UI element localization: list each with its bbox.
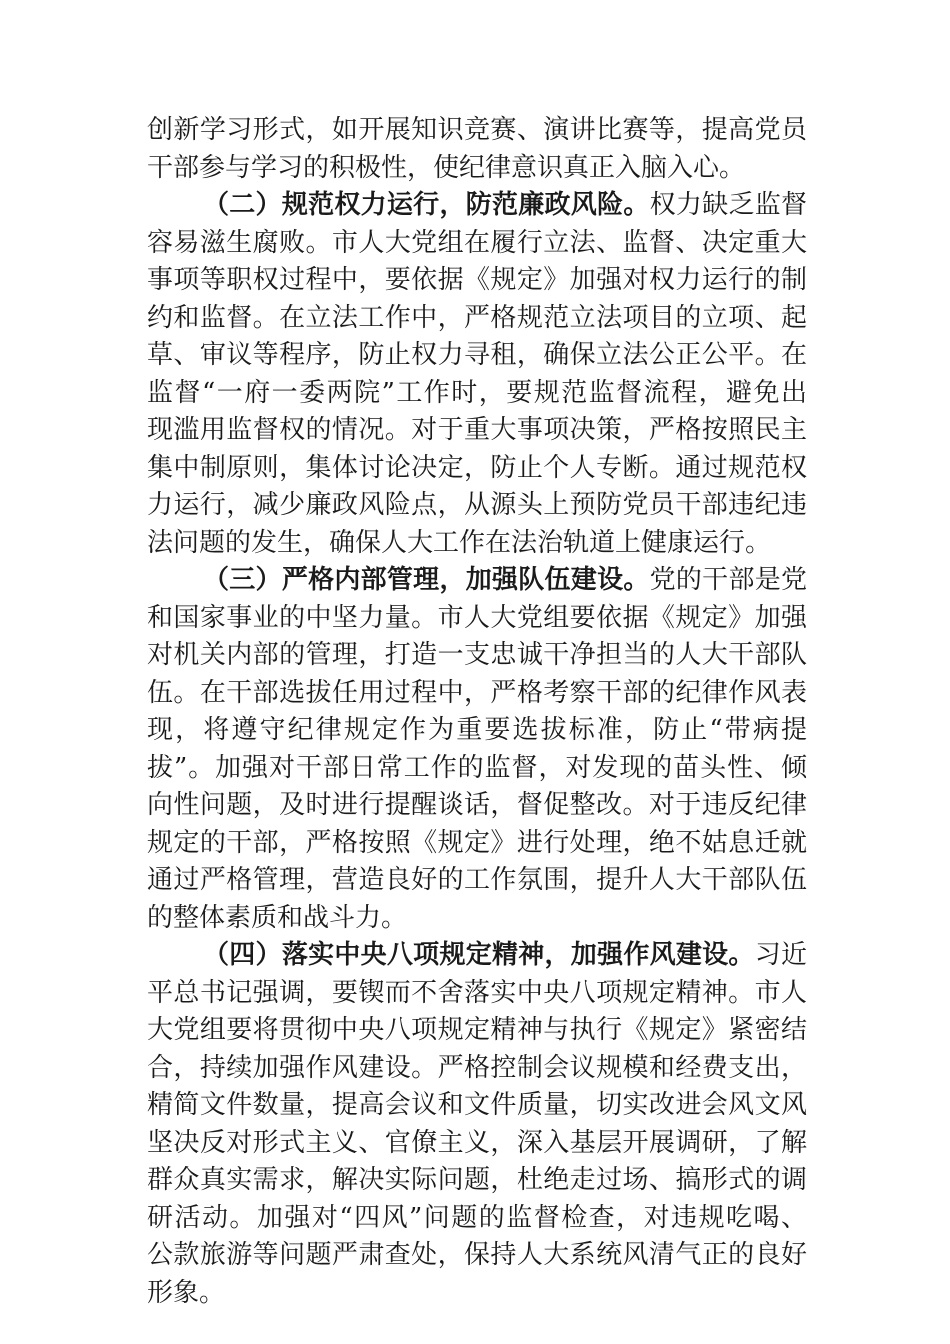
text-line: 现滥用监督权的情况。对于重大事项决策，严格按照民主 bbox=[147, 415, 807, 445]
text-line: 规定的干部，严格按照《规定》进行处理，绝不姑息迁就 bbox=[147, 827, 807, 858]
text-line: 事项等职权过程中，要依据《规定》加强对权力运行的制 bbox=[147, 265, 807, 295]
text-line: 公款旅游等问题严肃查处，保持人大系统风清气正的良好 bbox=[147, 1240, 807, 1270]
text-line: 伍。在干部选拔任用过程中，严格考察干部的纪律作风表 bbox=[147, 677, 807, 708]
section-2-first-line-rest: 权力缺乏监督 bbox=[649, 190, 807, 220]
section-3-heading: （三）严格内部管理，加强队伍建设。 bbox=[203, 565, 650, 595]
text-line: 约和监督。在立法工作中，严格规范立法项目的立项、起 bbox=[147, 302, 807, 333]
text-line: 草、审议等程序，防止权力寻租，确保立法公正公平。在 bbox=[147, 340, 807, 370]
text-line: 合，持续加强作风建设。严格控制会议规模和经费支出， bbox=[147, 1052, 807, 1083]
section-4-first-line-rest: 习近 bbox=[754, 940, 807, 970]
text-line: 法问题的发生，确保人大工作在法治轨道上健康运行。 bbox=[147, 527, 772, 558]
text-line: 向性问题，及时进行提醒谈话，督促整改。对于违反纪律 bbox=[147, 790, 807, 820]
section-2-first-line bbox=[147, 187, 807, 225]
text-line: 力运行，减少廉政风险点，从源头上预防党员干部违纪违 bbox=[147, 490, 807, 520]
text-line: 群众真实需求，解决实际问题，杜绝走过场、搞形式的调 bbox=[147, 1165, 807, 1195]
text-line: 的整体素质和战斗力。 bbox=[147, 902, 408, 933]
text-line: 形象。 bbox=[147, 1277, 226, 1308]
text-line: 通过严格管理，营造良好的工作氛围，提升人大干部队伍 bbox=[147, 865, 807, 895]
document-body bbox=[147, 112, 807, 1312]
section-3-first-line-rest: 党的干部是党 bbox=[649, 565, 807, 595]
section-4-first-line bbox=[147, 937, 807, 975]
text-line: 拔”。加强对干部日常工作的监督，对发现的苗头性、倾 bbox=[147, 752, 807, 783]
text-line: 精简文件数量，提高会议和文件质量，切实改进会风文风 bbox=[147, 1090, 807, 1120]
text-line: 大党组要将贯彻中央八项规定精神与执行《规定》紧密结 bbox=[147, 1015, 807, 1045]
text-line: 干部参与学习的积极性，使纪律意识真正入脑入心。 bbox=[147, 152, 746, 183]
text-line: 对机关内部的管理，打造一支忠诚干净担当的人大干部队 bbox=[147, 640, 807, 670]
text-line: 现，将遵守纪律规定作为重要选拔标准，防止“带病提 bbox=[147, 715, 807, 745]
text-line: 平总书记强调，要锲而不舍落实中央八项规定精神。市人 bbox=[147, 977, 807, 1008]
text-line: 坚决反对形式主义、官僚主义，深入基层开展调研，了解 bbox=[147, 1127, 807, 1158]
text-line: 集中制原则，集体讨论决定，防止个人专断。通过规范权 bbox=[147, 452, 807, 483]
section-3-first-line bbox=[147, 562, 807, 600]
text-line: 创新学习形式，如开展知识竞赛、演讲比赛等，提高党员 bbox=[147, 115, 807, 145]
section-4-heading: （四）落实中央八项规定精神，加强作风建设。 bbox=[203, 940, 755, 970]
section-2-heading: （二）规范权力运行，防范廉政风险。 bbox=[203, 190, 650, 220]
text-line: 容易滋生腐败。市人大党组在履行立法、监督、决定重大 bbox=[147, 227, 807, 258]
text-line: 研活动。加强对“四风”问题的监督检查，对违规吃喝、 bbox=[147, 1202, 807, 1233]
text-line: 监督“一府一委两院”工作时，要规范监督流程，避免出 bbox=[147, 377, 807, 408]
text-line: 和国家事业的中坚力量。市人大党组要依据《规定》加强 bbox=[147, 602, 807, 633]
